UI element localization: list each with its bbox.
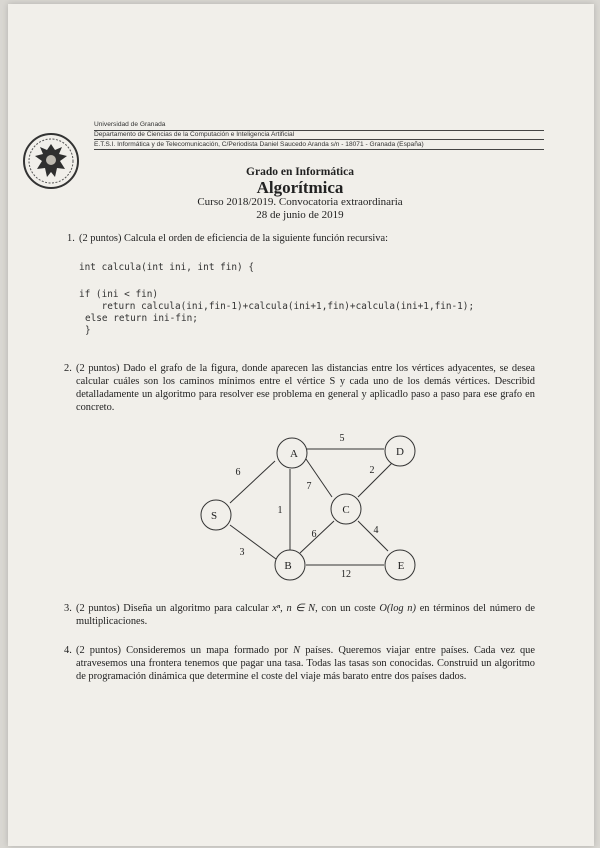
edge-B-C bbox=[300, 521, 334, 553]
graph-figure bbox=[180, 425, 430, 585]
question-3: 3. (2 puntos) Diseña un algoritmo para calcular xⁿ, n ∈ N, con un coste O(log n) en términos del número de multiplicaciones. bbox=[64, 603, 535, 627]
question-1-text: (2 puntos) Calcula el orden de eficiencia de la siguiente función recursiva: bbox=[79, 233, 388, 244]
department-name: Departamento de Ciencias de la Computación e Inteligencia Artificial bbox=[94, 130, 544, 140]
weight-C-E: 4 bbox=[373, 525, 379, 536]
weight-A-D: 5 bbox=[339, 433, 345, 444]
countries-variable: N bbox=[293, 645, 301, 656]
node-A-label: A bbox=[290, 448, 298, 460]
power-expression: xⁿ, n ∈ N bbox=[272, 603, 316, 614]
question-2: 2. (2 puntos) Dado el grafo de la figura, donde aparecen las distancias entre los vértices adyacentes, se desea calcular cuáles son los caminos mínimos entre el vértice S y cada uno de los demás vértices. Describid detalladamente un algoritmo para resolver ese problema en general y aplicadlo paso a paso para ese grafo en concreto. bbox=[64, 363, 535, 413]
school-address: E.T.S.I. Informática y de Telecomunicación, C/Periodista Daniel Saucedo Aranda s/n - 18071 - Granada (España) bbox=[94, 139, 544, 150]
question-1: 1. (2 puntos) Calcula el orden de eficiencia de la siguiente función recursiva: bbox=[67, 233, 388, 244]
weight-D-C: 2 bbox=[369, 465, 375, 476]
exam-date: 28 de junio de 2019 bbox=[256, 209, 344, 221]
node-E-label: E bbox=[397, 560, 405, 572]
weight-B-E: 12 bbox=[341, 569, 351, 580]
weight-A-B: 1 bbox=[277, 505, 283, 516]
edge-D-C bbox=[358, 463, 392, 497]
complexity-expression: O(log n) bbox=[379, 603, 416, 614]
code-line-1: int calcula(int ini, int fin) { bbox=[79, 262, 254, 273]
university-name: Universidad de Granada bbox=[94, 121, 166, 128]
question-2-text: (2 puntos) Dado el grafo de la figura, donde aparecen las distancias entre los vértices adyacentes, se desea calcular cuáles son los caminos mínimos entre el vértice S y cada uno de los demás vértices. Describid detalladamente un algoritmo para resolver ese problema en general y aplicadlo paso a paso para ese grafo en concreto. bbox=[76, 363, 535, 413]
weight-B-C: 6 bbox=[311, 529, 317, 540]
question-4: 4. (2 puntos) Consideremos un mapa formado por N países. Queremos viajar entre países. Cada vez que atravesemos una frontera tenemos que pagar una tasa. Todas las tasas son conocidas. Construid un algoritmo de programación dinámica que determine el coste del viaje más barato entre dos países dados. bbox=[64, 645, 535, 682]
code-line-4: return calcula(ini,fin-1)+calcula(ini+1,fin)+calcula(ini+1,fin-1); bbox=[79, 301, 475, 312]
edge-S-B bbox=[230, 525, 276, 559]
institution-header bbox=[94, 121, 544, 150]
node-D-label: D bbox=[396, 446, 404, 458]
code-line-6: } bbox=[85, 325, 91, 336]
subject-title: Algorítmica bbox=[256, 178, 344, 197]
node-C-label: C bbox=[342, 504, 350, 516]
code-line-3: if (ini < fin) bbox=[79, 289, 159, 300]
code-line-5: else return ini-fin; bbox=[85, 313, 198, 324]
weight-S-A: 6 bbox=[235, 467, 241, 478]
node-S-label: S bbox=[210, 510, 218, 522]
course-line: Curso 2018/2019. Convocatoria extraordinaria bbox=[197, 196, 403, 208]
degree-title: Grado en Informática bbox=[246, 166, 354, 178]
node-B-label: B bbox=[284, 560, 292, 572]
exam-title-block bbox=[0, 166, 600, 222]
weight-S-B: 3 bbox=[239, 547, 245, 558]
weight-A-C: 7 bbox=[306, 481, 312, 492]
